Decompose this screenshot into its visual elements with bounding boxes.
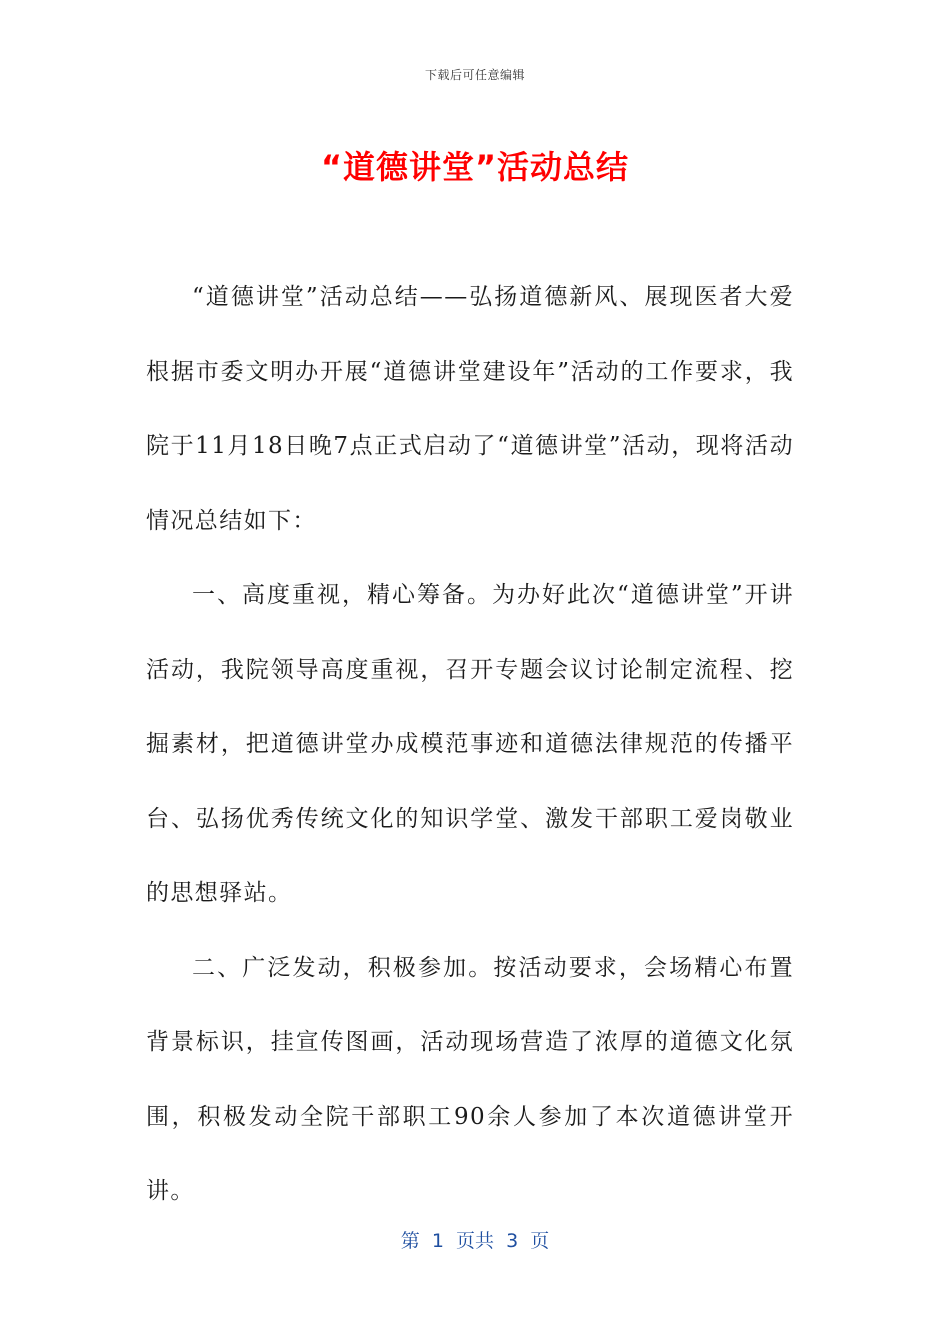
paragraph-section-1: 一、高度重视，精心筹备。为办好此次“道德讲堂”开讲活动，我院领导高度重视，召开专题会议讨论制定流程、挖掘素材，把道德讲堂办成模范事迹和道德法律规范的传播平台、弘扬优秀传统文化的知识学堂、激发干部职工爱岗敬业的思想驿站。	[146, 582, 794, 906]
paragraph-intro: “道德讲堂”活动总结——弘扬道德新风、展现医者大爱根据市委文明办开展“道德讲堂建设年”活动的工作要求，我院于11月18日晚7点正式启动了“道德讲堂”活动，现将活动情况总结如下：	[146, 284, 794, 534]
document-body	[146, 260, 794, 1229]
header-note: 下载后可任意编辑	[424, 68, 525, 82]
paragraph-section-2: 二、广泛发动，积极参加。按活动要求，会场精心布置背景标识，挂宣传图画，活动现场营造了浓厚的道德文化氛围，积极发动全院干部职工90余人参加了本次道德讲堂开讲。	[146, 954, 794, 1204]
page-number-footer: 第 1 页共 3 页	[400, 1230, 550, 1252]
document-title: “道德讲堂”活动总结	[320, 148, 630, 186]
